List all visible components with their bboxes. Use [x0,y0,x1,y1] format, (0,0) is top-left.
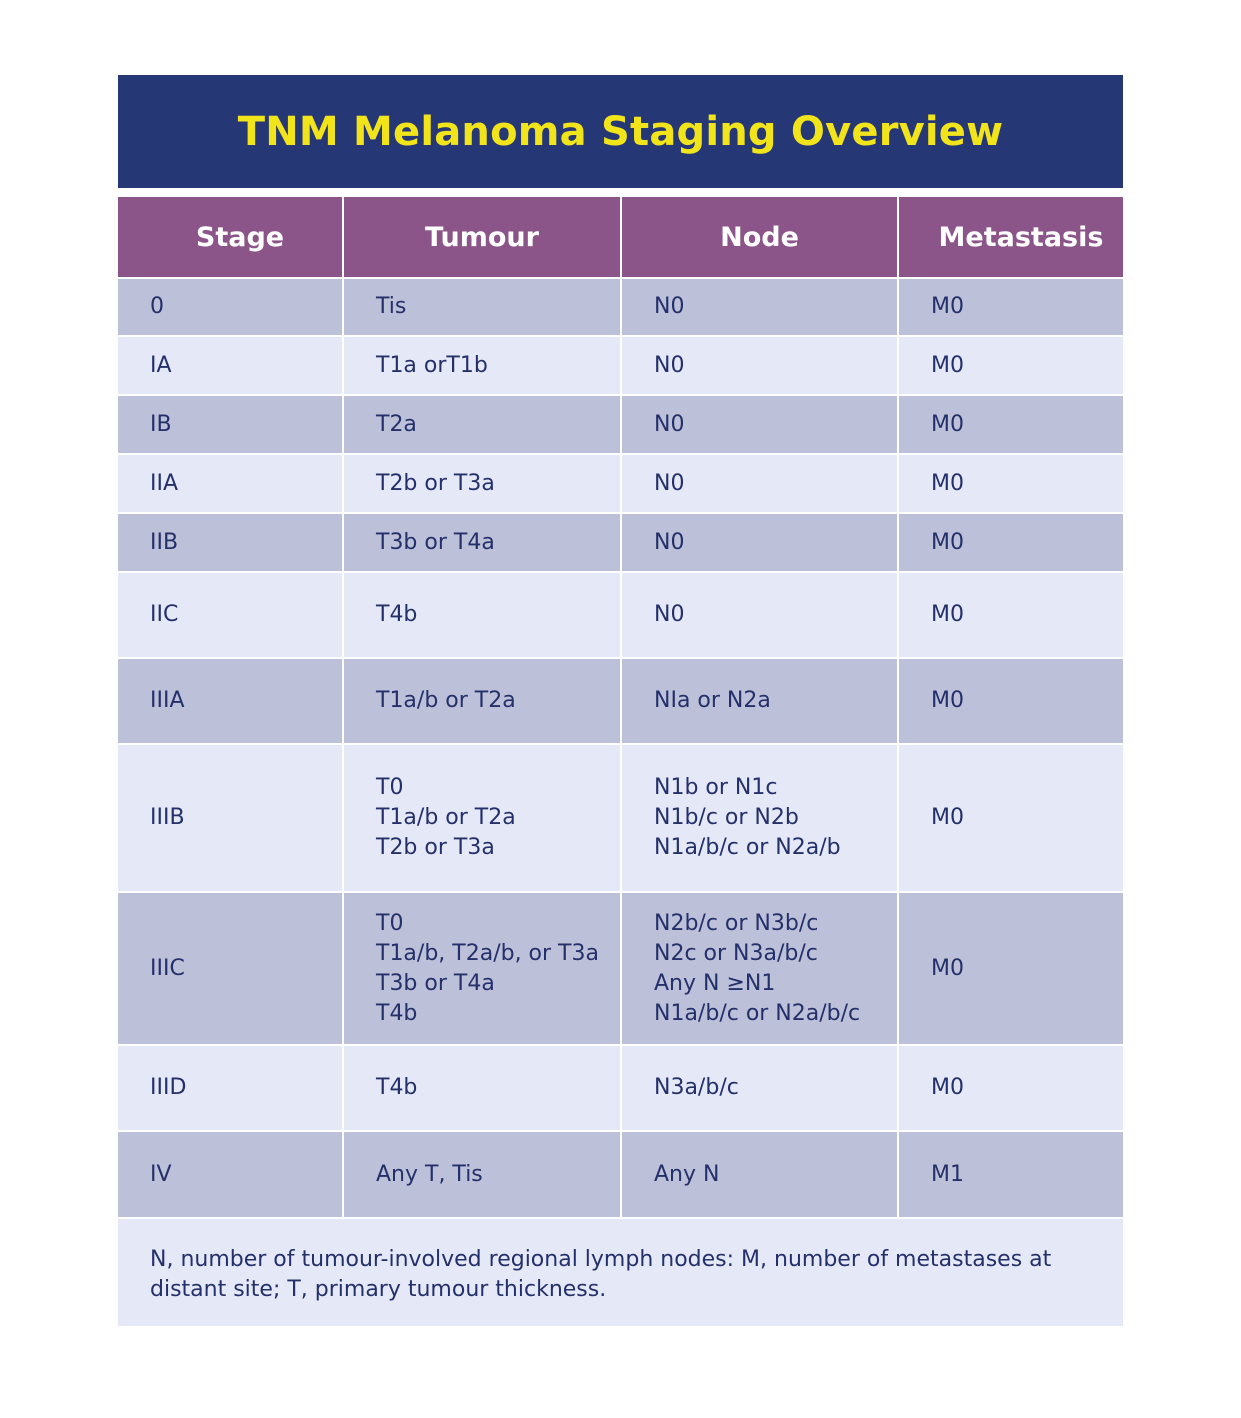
node-cell-line: N2b/c or N3b/c [654,910,819,936]
node-cell [621,658,898,744]
node-cell [621,454,898,513]
node-cell-line: N2c or N3a/b/c [654,940,818,966]
tumour-cell-line: T0 [376,910,404,936]
tumour-cell [343,513,621,572]
node-cell-line: N1a/b/c or N2a/b [654,835,841,860]
tumour-cell-line: T2b or T3a [376,470,495,496]
node-cell [621,892,898,1045]
table-row [118,658,1123,744]
stage-cell: IIA [118,454,343,513]
tumour-cell [343,658,621,744]
node-cell-line: N0 [654,294,685,319]
tumour-cell [343,278,621,336]
stage-cell: IB [118,395,343,454]
tumour-cell-line: T1a/b or T2a [376,805,516,830]
node-cell-line: N0 [654,602,685,627]
tumour-cell [343,454,621,513]
header-metastasis: Metastasis [898,197,1123,278]
node-cell-line: Any N [654,1161,720,1187]
metastasis-cell: M0 [898,572,1123,658]
node-cell-line: N1a/b/c or N2a/b/c [654,1000,861,1026]
tumour-cell-line: Any T, Tis [376,1161,483,1187]
tumour-cell-line: T3b or T4a [376,970,495,996]
node-cell [621,278,898,336]
tumour-cell [343,892,621,1045]
table-row [118,454,1123,513]
metastasis-cell: M0 [898,744,1123,892]
metastasis-cell: M0 [898,336,1123,395]
table-row [118,744,1123,892]
tumour-cell [343,744,621,892]
metastasis-cell: M0 [898,513,1123,572]
tumour-cell-line: T0 [376,775,404,800]
tumour-cell-line: Tis [376,294,407,319]
stage-cell: IIC [118,572,343,658]
metastasis-cell: M0 [898,658,1123,744]
tumour-cell [343,1045,621,1131]
header-tumour: Tumour [343,197,621,278]
header-node: Node [621,197,898,278]
node-cell-line: N0 [654,529,685,555]
node-cell [621,572,898,658]
node-cell [621,1131,898,1217]
node-cell-line: Any N ≥N1 [654,970,776,996]
stage-cell: IIID [118,1045,343,1131]
node-cell [621,744,898,892]
table-row [118,336,1123,395]
title-gap [118,188,1123,197]
table-row [118,513,1123,572]
metastasis-cell: M0 [898,278,1123,336]
title-bar [118,75,1123,188]
node-cell [621,1045,898,1131]
stage-cell: IV [118,1131,343,1217]
node-cell-line: N3a/b/c [654,1075,739,1100]
node-cell-line: N0 [654,470,685,496]
table-body [118,278,1123,1217]
tumour-cell-line: T3b or T4a [376,529,495,555]
metastasis-cell: M0 [898,454,1123,513]
node-cell-line: N1b/c or N2b [654,805,799,830]
tumour-cell [343,572,621,658]
page-title: TNM Melanoma Staging Overview [237,108,1004,155]
table-row [118,572,1123,658]
stage-cell: IIIC [118,892,343,1045]
metastasis-cell: M0 [898,1045,1123,1131]
tumour-cell-line: T4b [376,602,418,627]
tumour-cell [343,336,621,395]
tumour-cell-line: T4b [376,1000,418,1026]
stage-cell: 0 [118,278,343,336]
metastasis-cell: M1 [898,1131,1123,1217]
metastasis-cell: M0 [898,395,1123,454]
table-row [118,1131,1123,1217]
tumour-cell-line: T1a/b or T2a [376,688,516,713]
tumour-cell-line: T1a/b, T2a/b, or T3a [376,940,599,966]
metastasis-cell: M0 [898,892,1123,1045]
footnote: N, number of tumour-involved regional lymph nodes: M, number of metastases at distant site; T, primary tumour thickness. [118,1217,1123,1326]
node-cell-line: N0 [654,411,685,437]
node-cell-line: N0 [654,352,685,378]
node-cell [621,395,898,454]
header-row [118,197,1123,278]
tumour-cell [343,1131,621,1217]
tumour-cell-line: T2b or T3a [376,835,495,860]
staging-table [118,197,1123,1217]
stage-cell: IIB [118,513,343,572]
tumour-cell-line: T1a orT1b [376,352,488,378]
node-cell-line: NIa or N2a [654,688,771,713]
stage-cell: IIIA [118,658,343,744]
table-row [118,395,1123,454]
tumour-cell-line: T4b [376,1075,418,1100]
stage-cell: IA [118,336,343,395]
node-cell [621,513,898,572]
tumour-cell [343,395,621,454]
staging-card [118,75,1123,1326]
node-cell [621,336,898,395]
table-row [118,1045,1123,1131]
table-row [118,892,1123,1045]
header-stage: Stage [118,197,343,278]
tumour-cell-line: T2a [376,411,417,437]
node-cell-line: N1b or N1c [654,775,778,800]
table-row [118,278,1123,336]
stage-cell: IIIB [118,744,343,892]
